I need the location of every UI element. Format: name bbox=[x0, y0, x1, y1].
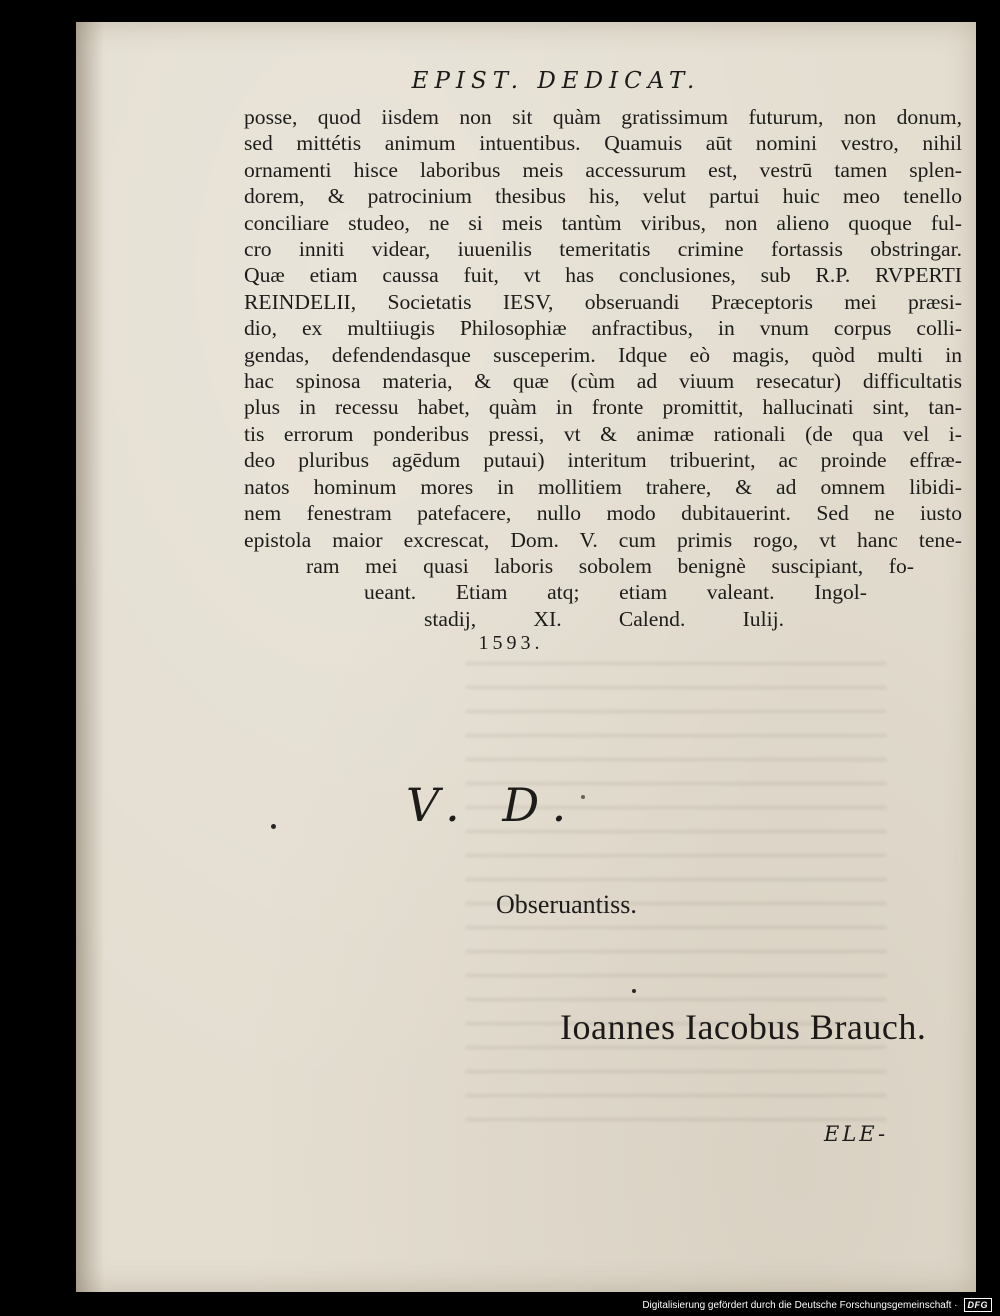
funding-credit: Digitalisierung gefördert durch die Deutsche Forschungsgemeinschaft · bbox=[642, 1299, 958, 1311]
text-line: dio, ex multiiugis Philosophiæ anfractibus, in vnum corpus colli- bbox=[244, 316, 962, 341]
text-line: tis errorum ponderibus pressi, vt & animæ rationali (de qua vel i- bbox=[244, 421, 962, 446]
text-line: posse, quod iisdem non sit quàm gratissimum futurum, non donum, bbox=[244, 105, 962, 129]
text-line: conciliare studeo, ne si meis tantùm viribus, non alieno quoque ful- bbox=[244, 210, 962, 235]
text-line: hac spinosa materia, & quæ (cùm ad viuum resecatur) difficultatis bbox=[244, 369, 962, 394]
text-line: ueant. Etiam atq; etiam valeant. Ingol- bbox=[364, 580, 867, 605]
running-head: EPIST. DEDICAT. bbox=[411, 68, 701, 94]
text-line: ram mei quasi laboris sobolem benignè suscipiant, fo- bbox=[306, 553, 914, 578]
dfg-logo-icon: DFG bbox=[964, 1298, 993, 1312]
ink-dot bbox=[271, 824, 276, 829]
book-page bbox=[76, 22, 976, 1292]
text-line: sed mittétis animum intuentibus. Quamuis aūt nomini vestro, nihil bbox=[244, 131, 962, 156]
text-line: deo pluribus agēdum putaui) interitum tribuerint, ac proinde effræ- bbox=[244, 448, 962, 473]
ink-dot bbox=[581, 795, 585, 799]
dedicatee-initials: V. D. bbox=[406, 778, 581, 832]
dedication-text bbox=[244, 104, 962, 632]
text-line: ornamenti hisce laboribus meis accessurum est, vestrū tamen splen- bbox=[244, 157, 962, 182]
closing-formula: Obseruantiss. bbox=[496, 890, 637, 919]
ink-dot bbox=[632, 989, 636, 993]
author-signature: Ioannes Iacobus Brauch. bbox=[560, 1007, 927, 1047]
text-line: cro inniti videar, iuuenilis temeritatis crimine fortassis obstringar. bbox=[244, 237, 962, 262]
text-line: stadij, XI. Calend. Iulij. bbox=[424, 606, 784, 631]
text-line: Quæ etiam caussa fuit, vt has conclusiones, sub R.P. RVPERTI bbox=[244, 263, 962, 288]
text-line: gendas, defendendasque susceperim. Idque eò magis, quòd multi in bbox=[244, 342, 962, 367]
text-line: epistola maior excrescat, Dom. V. cum primis rogo, vt hanc tene- bbox=[244, 527, 962, 552]
text-line: plus in recessu habet, quàm in fronte promittit, hallucinati sint, tan- bbox=[244, 395, 962, 420]
catchword: ELE- bbox=[824, 1122, 889, 1146]
digitization-footer bbox=[642, 1298, 992, 1312]
text-line: dorem, & patrocinium thesibus his, velut partui huic meo tenello bbox=[244, 184, 962, 209]
text-line: nem fenestram patefacere, nullo modo dubitauerint. Sed ne iusto bbox=[244, 501, 962, 526]
date-year: 1593. bbox=[478, 632, 544, 654]
text-line: REINDELII, Societatis IESV, obseruandi Præceptoris mei præsi- bbox=[244, 289, 962, 314]
text-line: natos hominum mores in mollitiem trahere, & ad omnem libidi- bbox=[244, 474, 962, 499]
gutter-shadow bbox=[76, 22, 104, 1292]
